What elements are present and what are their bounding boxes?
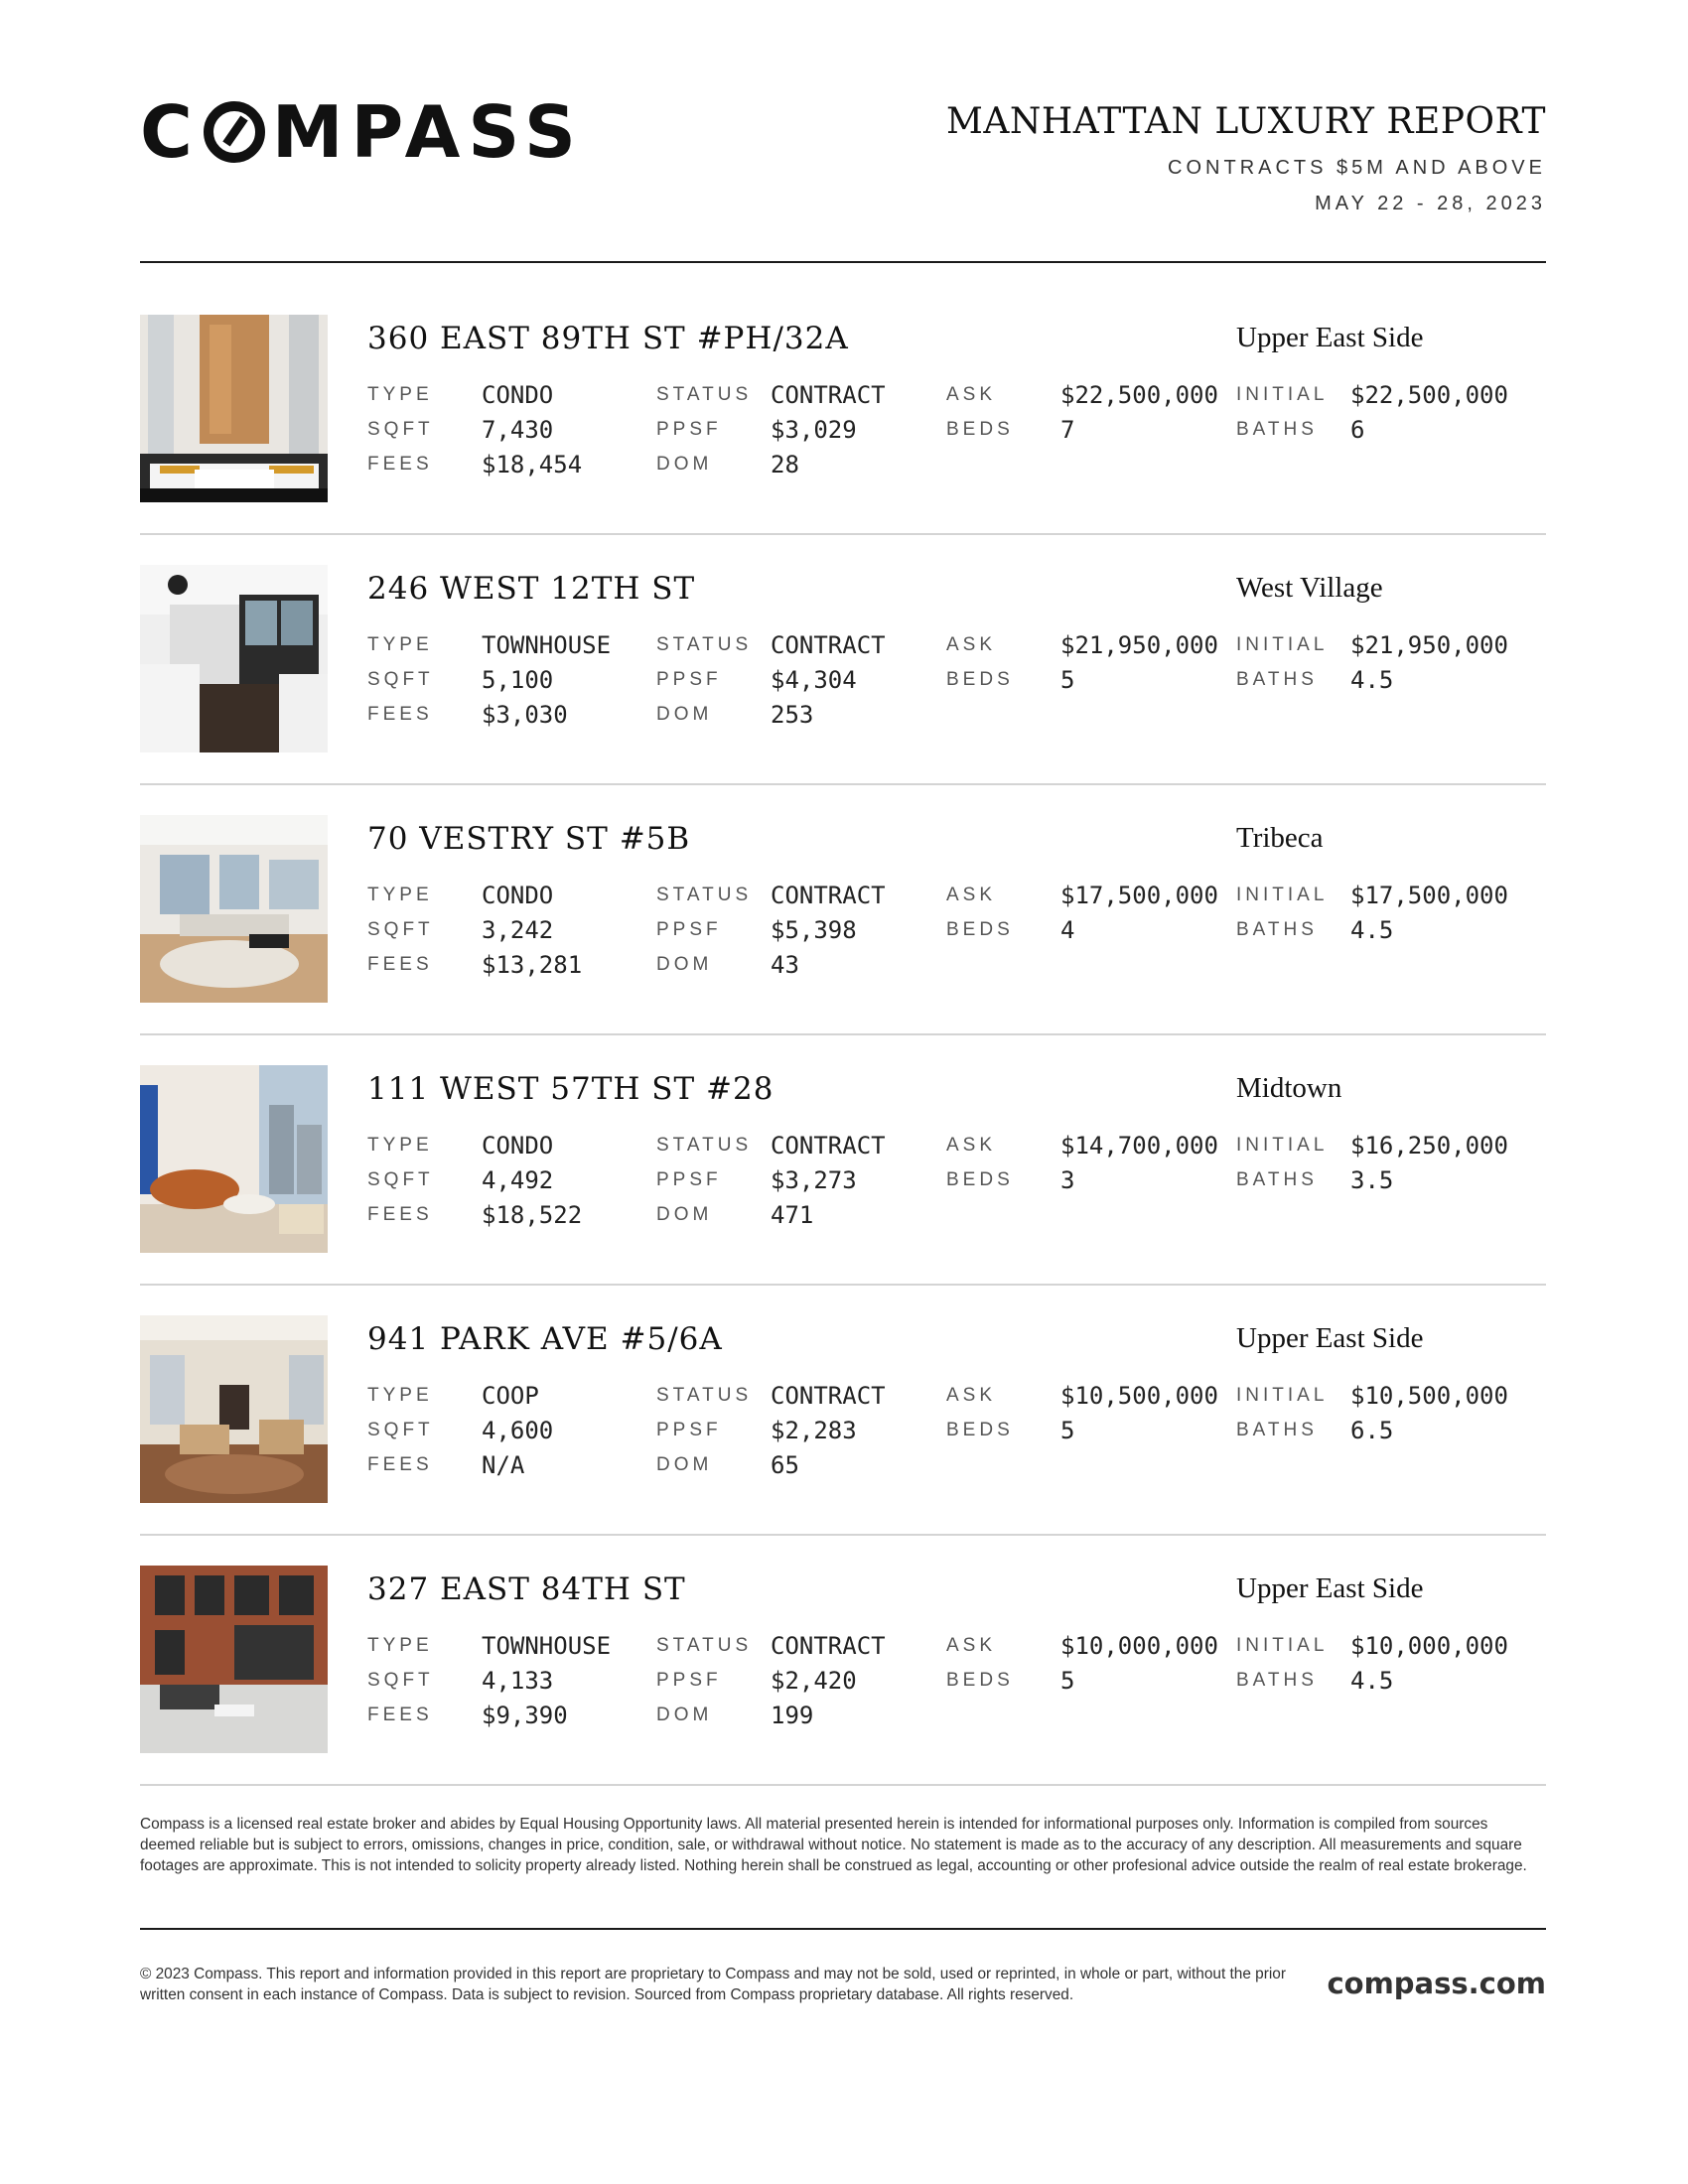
baths-value: 6: [1350, 416, 1365, 444]
listing-neighborhood: Midtown: [1236, 1072, 1342, 1104]
type-label: TYPE: [367, 1135, 433, 1156]
initial-label: INITIAL: [1236, 1635, 1329, 1656]
ppsf-value: $3,273: [771, 1166, 857, 1194]
beds-label: BEDS: [946, 419, 1014, 440]
ppsf-label: PPSF: [656, 419, 722, 440]
ask-label: ASK: [946, 1635, 997, 1656]
footer-divider: [140, 1928, 1546, 1930]
report-subtitle: CONTRACTS $5M AND ABOVE: [1168, 157, 1546, 179]
listing-divider: [140, 1284, 1546, 1286]
listing-address: 360 EAST 89TH ST #PH/32A: [367, 321, 849, 356]
initial-value: $16,250,000: [1350, 1132, 1508, 1160]
status-label: STATUS: [656, 1385, 753, 1406]
beds-label: BEDS: [946, 1169, 1014, 1190]
ask-value: $10,000,000: [1060, 1632, 1218, 1660]
listing-photo: [140, 815, 328, 1003]
dom-label: DOM: [656, 1454, 713, 1475]
fees-label: FEES: [367, 1454, 433, 1475]
ppsf-value: $3,029: [771, 416, 857, 444]
listing-row: [140, 565, 1546, 753]
dom-value: 28: [771, 451, 799, 478]
dom-value: 253: [771, 701, 814, 729]
sqft-value: 4,133: [482, 1667, 554, 1695]
initial-label: INITIAL: [1236, 1385, 1329, 1406]
status-label: STATUS: [656, 384, 753, 405]
status-value: CONTRACT: [771, 381, 886, 409]
listing-photo: [140, 1315, 328, 1503]
initial-value: $17,500,000: [1350, 882, 1508, 909]
ppsf-value: $5,398: [771, 916, 857, 944]
fees-label: FEES: [367, 954, 433, 975]
ask-value: $17,500,000: [1060, 882, 1218, 909]
ppsf-label: PPSF: [656, 669, 722, 690]
beds-value: 5: [1060, 1667, 1075, 1695]
sqft-value: 4,492: [482, 1166, 554, 1194]
courtyard-photo-icon: [140, 1566, 328, 1753]
initial-value: $10,000,000: [1350, 1632, 1508, 1660]
report-title: MANHATTAN LUXURY REPORT: [945, 101, 1546, 142]
status-label: STATUS: [656, 1635, 753, 1656]
initial-label: INITIAL: [1236, 885, 1329, 905]
ask-value: $14,700,000: [1060, 1132, 1218, 1160]
compass-logo: [140, 90, 584, 174]
sqft-label: SQFT: [367, 1670, 434, 1691]
logo-letter-c: C: [140, 90, 201, 174]
dom-label: DOM: [656, 954, 713, 975]
beds-label: BEDS: [946, 919, 1014, 940]
header-divider: [140, 261, 1546, 263]
ask-label: ASK: [946, 885, 997, 905]
ask-label: ASK: [946, 384, 997, 405]
copyright-notice: © 2023 Compass. This report and information provided in this report are proprietary to Compass and may not be sold, used or reprinted, in whole or part, without the prior written consent in each instance of Compass. Data is subject to revision. Sourced from Compass proprietary database. All rights reserved.: [140, 1966, 1286, 2003]
website-link[interactable]: compass.com: [1327, 1967, 1546, 2000]
type-label: TYPE: [367, 634, 433, 655]
listing-neighborhood: Upper East Side: [1236, 1572, 1424, 1604]
dom-label: DOM: [656, 704, 713, 725]
initial-value: $10,500,000: [1350, 1382, 1508, 1410]
listing-address: 246 WEST 12TH ST: [367, 571, 696, 607]
beds-label: BEDS: [946, 1420, 1014, 1440]
fees-value: $13,281: [482, 951, 583, 979]
legal-disclaimer: Compass is a licensed real estate broker and abides by Equal Housing Opportunity laws. All material presented herein is intended for informational purposes only. Information is compiled from sources deemed reliable but is subject to errors, omissions, changes in price, condition, sale, or withdrawal without notice. No statement is made as to the accuracy of any description. All measurements and square footages are approximate. This is not intended to solicity property already listed. Nothing herein shall be construed as legal, accounting or other profesional advice outside the realm of real estate brokerage.: [140, 1816, 1527, 1874]
fees-label: FEES: [367, 1705, 433, 1725]
type-value: CONDO: [482, 381, 554, 409]
initial-value: $21,950,000: [1350, 631, 1508, 659]
initial-label: INITIAL: [1236, 1135, 1329, 1156]
type-label: TYPE: [367, 885, 433, 905]
listing-photo: [140, 565, 328, 752]
ask-value: $22,500,000: [1060, 381, 1218, 409]
listing-neighborhood: Upper East Side: [1236, 322, 1424, 353]
listing-divider: [140, 1033, 1546, 1035]
living-room-photo-icon: [140, 315, 328, 502]
sqft-label: SQFT: [367, 669, 434, 690]
baths-value: 3.5: [1350, 1166, 1394, 1194]
beds-label: BEDS: [946, 669, 1014, 690]
listing-divider: [140, 783, 1546, 785]
status-value: CONTRACT: [771, 1632, 886, 1660]
listing-divider: [140, 1534, 1546, 1536]
status-value: CONTRACT: [771, 1382, 886, 1410]
sqft-label: SQFT: [367, 919, 434, 940]
status-label: STATUS: [656, 634, 753, 655]
living-room-photo-icon: [140, 1065, 328, 1253]
status-value: CONTRACT: [771, 1132, 886, 1160]
baths-label: BATHS: [1236, 1420, 1318, 1440]
kitchen-photo-icon: [140, 565, 328, 752]
fees-value: $18,454: [482, 451, 583, 478]
status-label: STATUS: [656, 1135, 753, 1156]
sqft-label: SQFT: [367, 1169, 434, 1190]
baths-label: BATHS: [1236, 1670, 1318, 1691]
baths-value: 4.5: [1350, 916, 1394, 944]
report-date-range: MAY 22 - 28, 2023: [1315, 193, 1546, 214]
initial-label: INITIAL: [1236, 634, 1329, 655]
type-value: TOWNHOUSE: [482, 1632, 612, 1660]
listing-row: [140, 1065, 1546, 1254]
status-value: CONTRACT: [771, 631, 886, 659]
fees-value: $3,030: [482, 701, 568, 729]
listing-address: 70 VESTRY ST #5B: [367, 821, 691, 857]
baths-label: BATHS: [1236, 419, 1318, 440]
type-value: COOP: [482, 1382, 539, 1410]
listing-neighborhood: Tribeca: [1236, 822, 1324, 854]
type-label: TYPE: [367, 1635, 433, 1656]
fees-label: FEES: [367, 454, 433, 475]
ppsf-value: $2,283: [771, 1417, 857, 1444]
listing-neighborhood: Upper East Side: [1236, 1322, 1424, 1354]
fees-value: N/A: [482, 1451, 525, 1479]
listing-photo: [140, 1065, 328, 1253]
listing-address: 327 EAST 84TH ST: [367, 1571, 686, 1607]
beds-value: 3: [1060, 1166, 1075, 1194]
initial-value: $22,500,000: [1350, 381, 1508, 409]
ask-label: ASK: [946, 1135, 997, 1156]
initial-label: INITIAL: [1236, 384, 1329, 405]
living-room-photo-icon: [140, 815, 328, 1003]
listing-address: 111 WEST 57TH ST #28: [367, 1071, 774, 1107]
ppsf-label: PPSF: [656, 919, 722, 940]
baths-label: BATHS: [1236, 669, 1318, 690]
fees-label: FEES: [367, 1204, 433, 1225]
dom-label: DOM: [656, 1705, 713, 1725]
beds-value: 5: [1060, 666, 1075, 694]
baths-label: BATHS: [1236, 1169, 1318, 1190]
beds-value: 7: [1060, 416, 1075, 444]
logo-letters-mpass: MPASS: [271, 90, 584, 174]
type-value: TOWNHOUSE: [482, 631, 612, 659]
sqft-value: 5,100: [482, 666, 554, 694]
dom-label: DOM: [656, 454, 713, 475]
beds-value: 4: [1060, 916, 1075, 944]
listing-divider: [140, 533, 1546, 535]
sqft-value: 3,242: [482, 916, 554, 944]
sqft-label: SQFT: [367, 1420, 434, 1440]
sqft-value: 4,600: [482, 1417, 554, 1444]
baths-value: 4.5: [1350, 666, 1394, 694]
dom-label: DOM: [656, 1204, 713, 1225]
listing-neighborhood: West Village: [1236, 572, 1383, 604]
fees-value: $18,522: [482, 1201, 583, 1229]
baths-label: BATHS: [1236, 919, 1318, 940]
sqft-value: 7,430: [482, 416, 554, 444]
type-value: CONDO: [482, 1132, 554, 1160]
listing-address: 941 PARK AVE #5/6A: [367, 1321, 723, 1357]
ask-label: ASK: [946, 1385, 997, 1406]
listing-photo: [140, 315, 328, 502]
listing-row: [140, 815, 1546, 1004]
dom-value: 199: [771, 1702, 814, 1729]
status-value: CONTRACT: [771, 882, 886, 909]
ppsf-value: $2,420: [771, 1667, 857, 1695]
ppsf-label: PPSF: [656, 1169, 722, 1190]
beds-value: 5: [1060, 1417, 1075, 1444]
type-label: TYPE: [367, 384, 433, 405]
listing-divider: [140, 1784, 1546, 1786]
ppsf-value: $4,304: [771, 666, 857, 694]
dom-value: 471: [771, 1201, 814, 1229]
type-label: TYPE: [367, 1385, 433, 1406]
status-label: STATUS: [656, 885, 753, 905]
dom-value: 43: [771, 951, 799, 979]
beds-label: BEDS: [946, 1670, 1014, 1691]
listing-photo: [140, 1566, 328, 1753]
ppsf-label: PPSF: [656, 1670, 722, 1691]
fees-label: FEES: [367, 704, 433, 725]
dom-value: 65: [771, 1451, 799, 1479]
ask-label: ASK: [946, 634, 997, 655]
ask-value: $10,500,000: [1060, 1382, 1218, 1410]
living-room-photo-icon: [140, 1315, 328, 1503]
report-header: [946, 99, 1546, 216]
report-page: [140, 0, 1546, 2184]
listing-row: [140, 315, 1546, 503]
baths-value: 6.5: [1350, 1417, 1394, 1444]
listing-row: [140, 1315, 1546, 1504]
ppsf-label: PPSF: [656, 1420, 722, 1440]
listing-row: [140, 1566, 1546, 1754]
fees-value: $9,390: [482, 1702, 568, 1729]
sqft-label: SQFT: [367, 419, 434, 440]
type-value: CONDO: [482, 882, 554, 909]
compass-o-icon: [203, 100, 266, 164]
baths-value: 4.5: [1350, 1667, 1394, 1695]
ask-value: $21,950,000: [1060, 631, 1218, 659]
